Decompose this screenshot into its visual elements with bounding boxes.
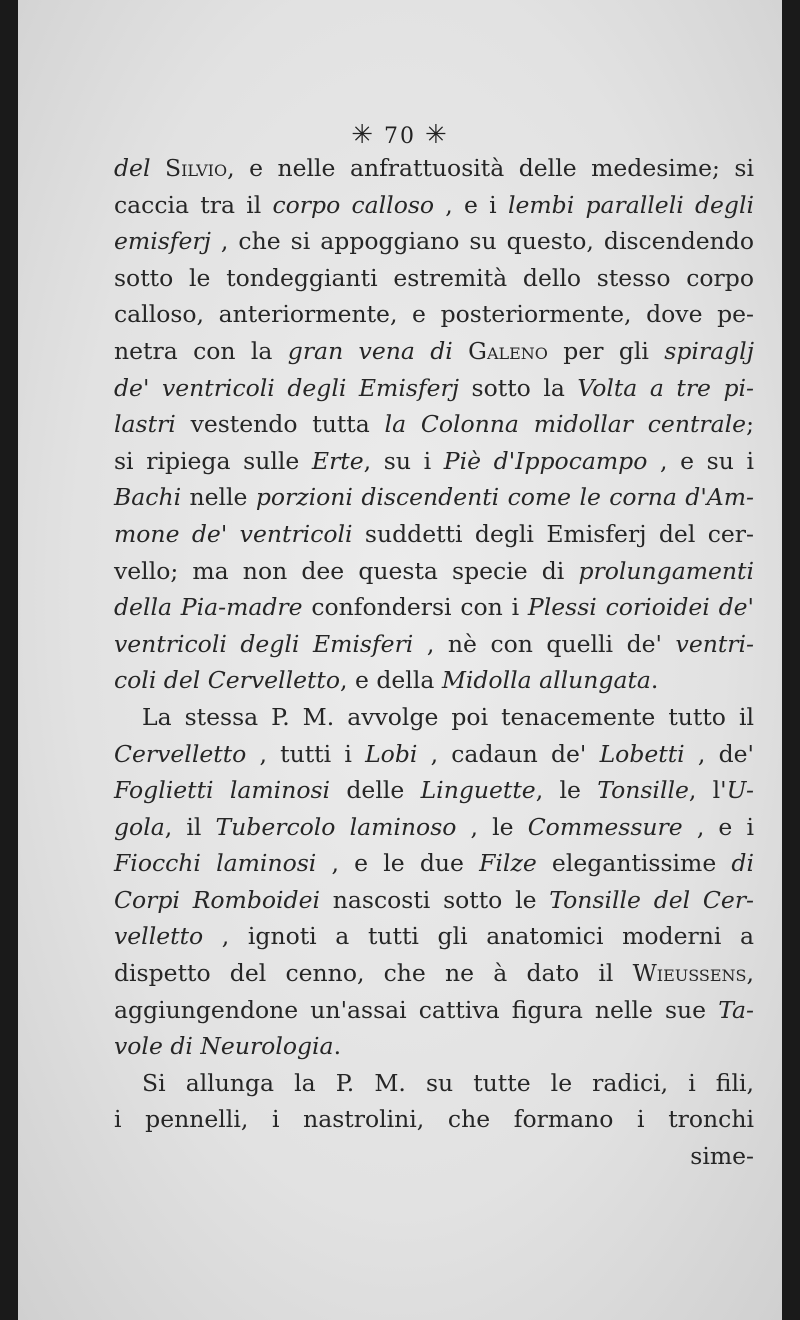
book-page [18,0,782,1320]
text-line [114,187,754,224]
text-segment: , su i [363,446,444,475]
text-segment: , le [456,812,528,841]
text-line [114,223,754,260]
text-line [114,296,754,333]
text-segment: Silvio [164,154,228,182]
text-segment: elegantissime [536,849,732,878]
text-segment: aggiungendone un'assai cattiva figura nelle sue [114,995,719,1024]
text-segment: coli del Cervelletto [114,666,341,695]
text-segment: , cadaun de' [417,739,600,768]
text-line [114,333,754,370]
text-segment: ventri- [675,629,754,658]
asterism-left-icon: ✳ [351,120,375,150]
text-line [114,150,754,187]
text-segment: Cervelletto [114,739,247,768]
text-segment: ; [746,410,755,439]
text-segment: Midolla allungata [441,666,651,695]
text-segment: sotto la [459,373,578,402]
text-line [114,918,754,955]
text-segment: i pennelli, i nastrolini, che formano i tronchi [114,1105,754,1134]
text-segment: , l' [688,776,727,805]
text-segment: nelle [181,483,256,512]
text-line [114,370,754,407]
text-line [114,955,754,992]
text-segment: . [333,1032,342,1061]
text-line [114,260,754,297]
text-segment: , ignoti a tutti gli anatomici moderni a [203,922,754,951]
text-segment: Wieussens [632,959,747,988]
text-line [114,626,754,663]
text-segment: Si allunga la P. M. su tutte le radici, i fili, [142,1068,754,1097]
text-segment: vole di Neurologia [114,1032,334,1061]
text-segment: , le [535,776,598,805]
text-segment: Piè d'Ippocampo [443,446,648,475]
text-segment: Lobetti [599,739,685,768]
text-segment: suddetti degli Emisferj del cer- [352,519,754,548]
text-line [114,479,754,516]
asterism-right-icon: ✳ [425,120,449,150]
text-line [114,1065,754,1102]
text-segment: prolungamenti [578,556,754,585]
text-segment: delle [330,776,421,805]
text-segment: calloso, anteriormente, e posteriormente, dove pe- [114,300,754,329]
text-line [114,516,754,553]
text-line [114,553,754,590]
text-segment: , e i [434,190,508,219]
text-segment: Erte [311,446,364,475]
text-line [114,1101,754,1138]
text-segment: , nè con quelli de' [413,629,676,658]
text-segment: vestendo tutta [175,410,385,439]
text-segment: , [746,959,754,988]
text-line [114,443,754,480]
text-segment: di [731,849,754,878]
text-segment: si ripiega sulle [114,446,312,475]
text-segment: dispetto del cenno, che ne à dato il [114,959,633,988]
text-line [114,736,754,773]
text-line [114,589,754,626]
text-segment: del [114,154,165,182]
text-segment: per gli [547,336,665,365]
text-segment: , de' [684,739,754,768]
text-segment: Commessure [527,812,683,841]
page-number: 70 [384,124,416,149]
text-line [114,882,754,919]
text-segment: Lobi [365,739,418,768]
text-segment: Fiocchi laminosi [114,849,317,878]
text-line [114,992,754,1029]
text-segment: lembi paralleli degli [507,190,755,219]
text-segment: confondersi con i [302,593,528,622]
text-segment: gola [114,812,165,841]
text-segment: . [650,666,659,695]
text-segment: Tonsille [597,776,689,805]
text-segment: Corpi Romboidei [114,885,320,914]
body-text [114,150,754,1175]
text-segment: , e della [340,666,442,695]
text-segment: , il [164,812,216,841]
text-segment: U- [726,776,754,805]
text-line [114,699,754,736]
text-segment: della Pia-madre [114,593,303,622]
text-segment: corpo calloso [272,190,435,219]
text-segment: emisferj [114,227,211,256]
text-segment: , che si appoggiano su questo, discendendo [210,227,754,256]
text-segment: spiraglj [664,336,754,365]
text-segment: sotto le tondeggianti estremità dello stesso corpo [114,263,754,292]
text-segment: Galeno [468,336,548,365]
text-segment: , tutti i [246,739,366,768]
text-segment: La stessa P. M. avvolge poi tenacemente tutto il [142,702,754,731]
text-segment: Ta- [718,995,754,1024]
text-segment: vello; ma non dee questa specie di [114,556,579,585]
text-segment: , e le due [316,849,480,878]
text-segment: Tubercolo laminoso [215,812,457,841]
text-segment: , e nelle anfrattuosità delle medesime; si [227,154,754,182]
text-segment: netra con la [114,336,288,365]
text-segment: gran vena di [287,336,453,365]
text-segment: , e i [682,812,754,841]
text-segment: la Colonna midollar centrale [384,410,747,439]
text-line [114,845,754,882]
text-segment [453,337,468,365]
text-line [114,809,754,846]
text-segment: caccia tra il [114,190,273,219]
text-segment: velletto [114,922,204,951]
text-segment: mone de' ventricoli [114,519,353,548]
text-segment: lastri [114,410,176,439]
text-line [114,662,754,699]
text-segment: Volta a tre pi- [577,373,754,402]
text-segment: porzioni discendenti come le corna d'Am- [255,483,754,512]
page-header [18,120,782,150]
text-line [114,406,754,443]
text-segment: Filze [479,849,537,878]
text-segment: Foglietti laminosi [114,776,331,805]
text-segment: Plessi corioidei de' [527,593,754,622]
text-line [114,772,754,809]
text-segment: Tonsille del Cer- [549,885,754,914]
text-segment: Bachi [114,483,182,512]
text-line [114,1028,754,1065]
text-segment: Linguette [420,776,536,805]
text-segment: , e su i [647,446,755,475]
text-line [114,1138,754,1175]
text-segment: sime- [690,1142,754,1171]
text-segment: de' ventricoli degli Emisferj [114,373,460,402]
text-segment: ventricoli degli Emisferi [114,629,414,658]
text-segment: nascosti sotto le [320,885,550,914]
